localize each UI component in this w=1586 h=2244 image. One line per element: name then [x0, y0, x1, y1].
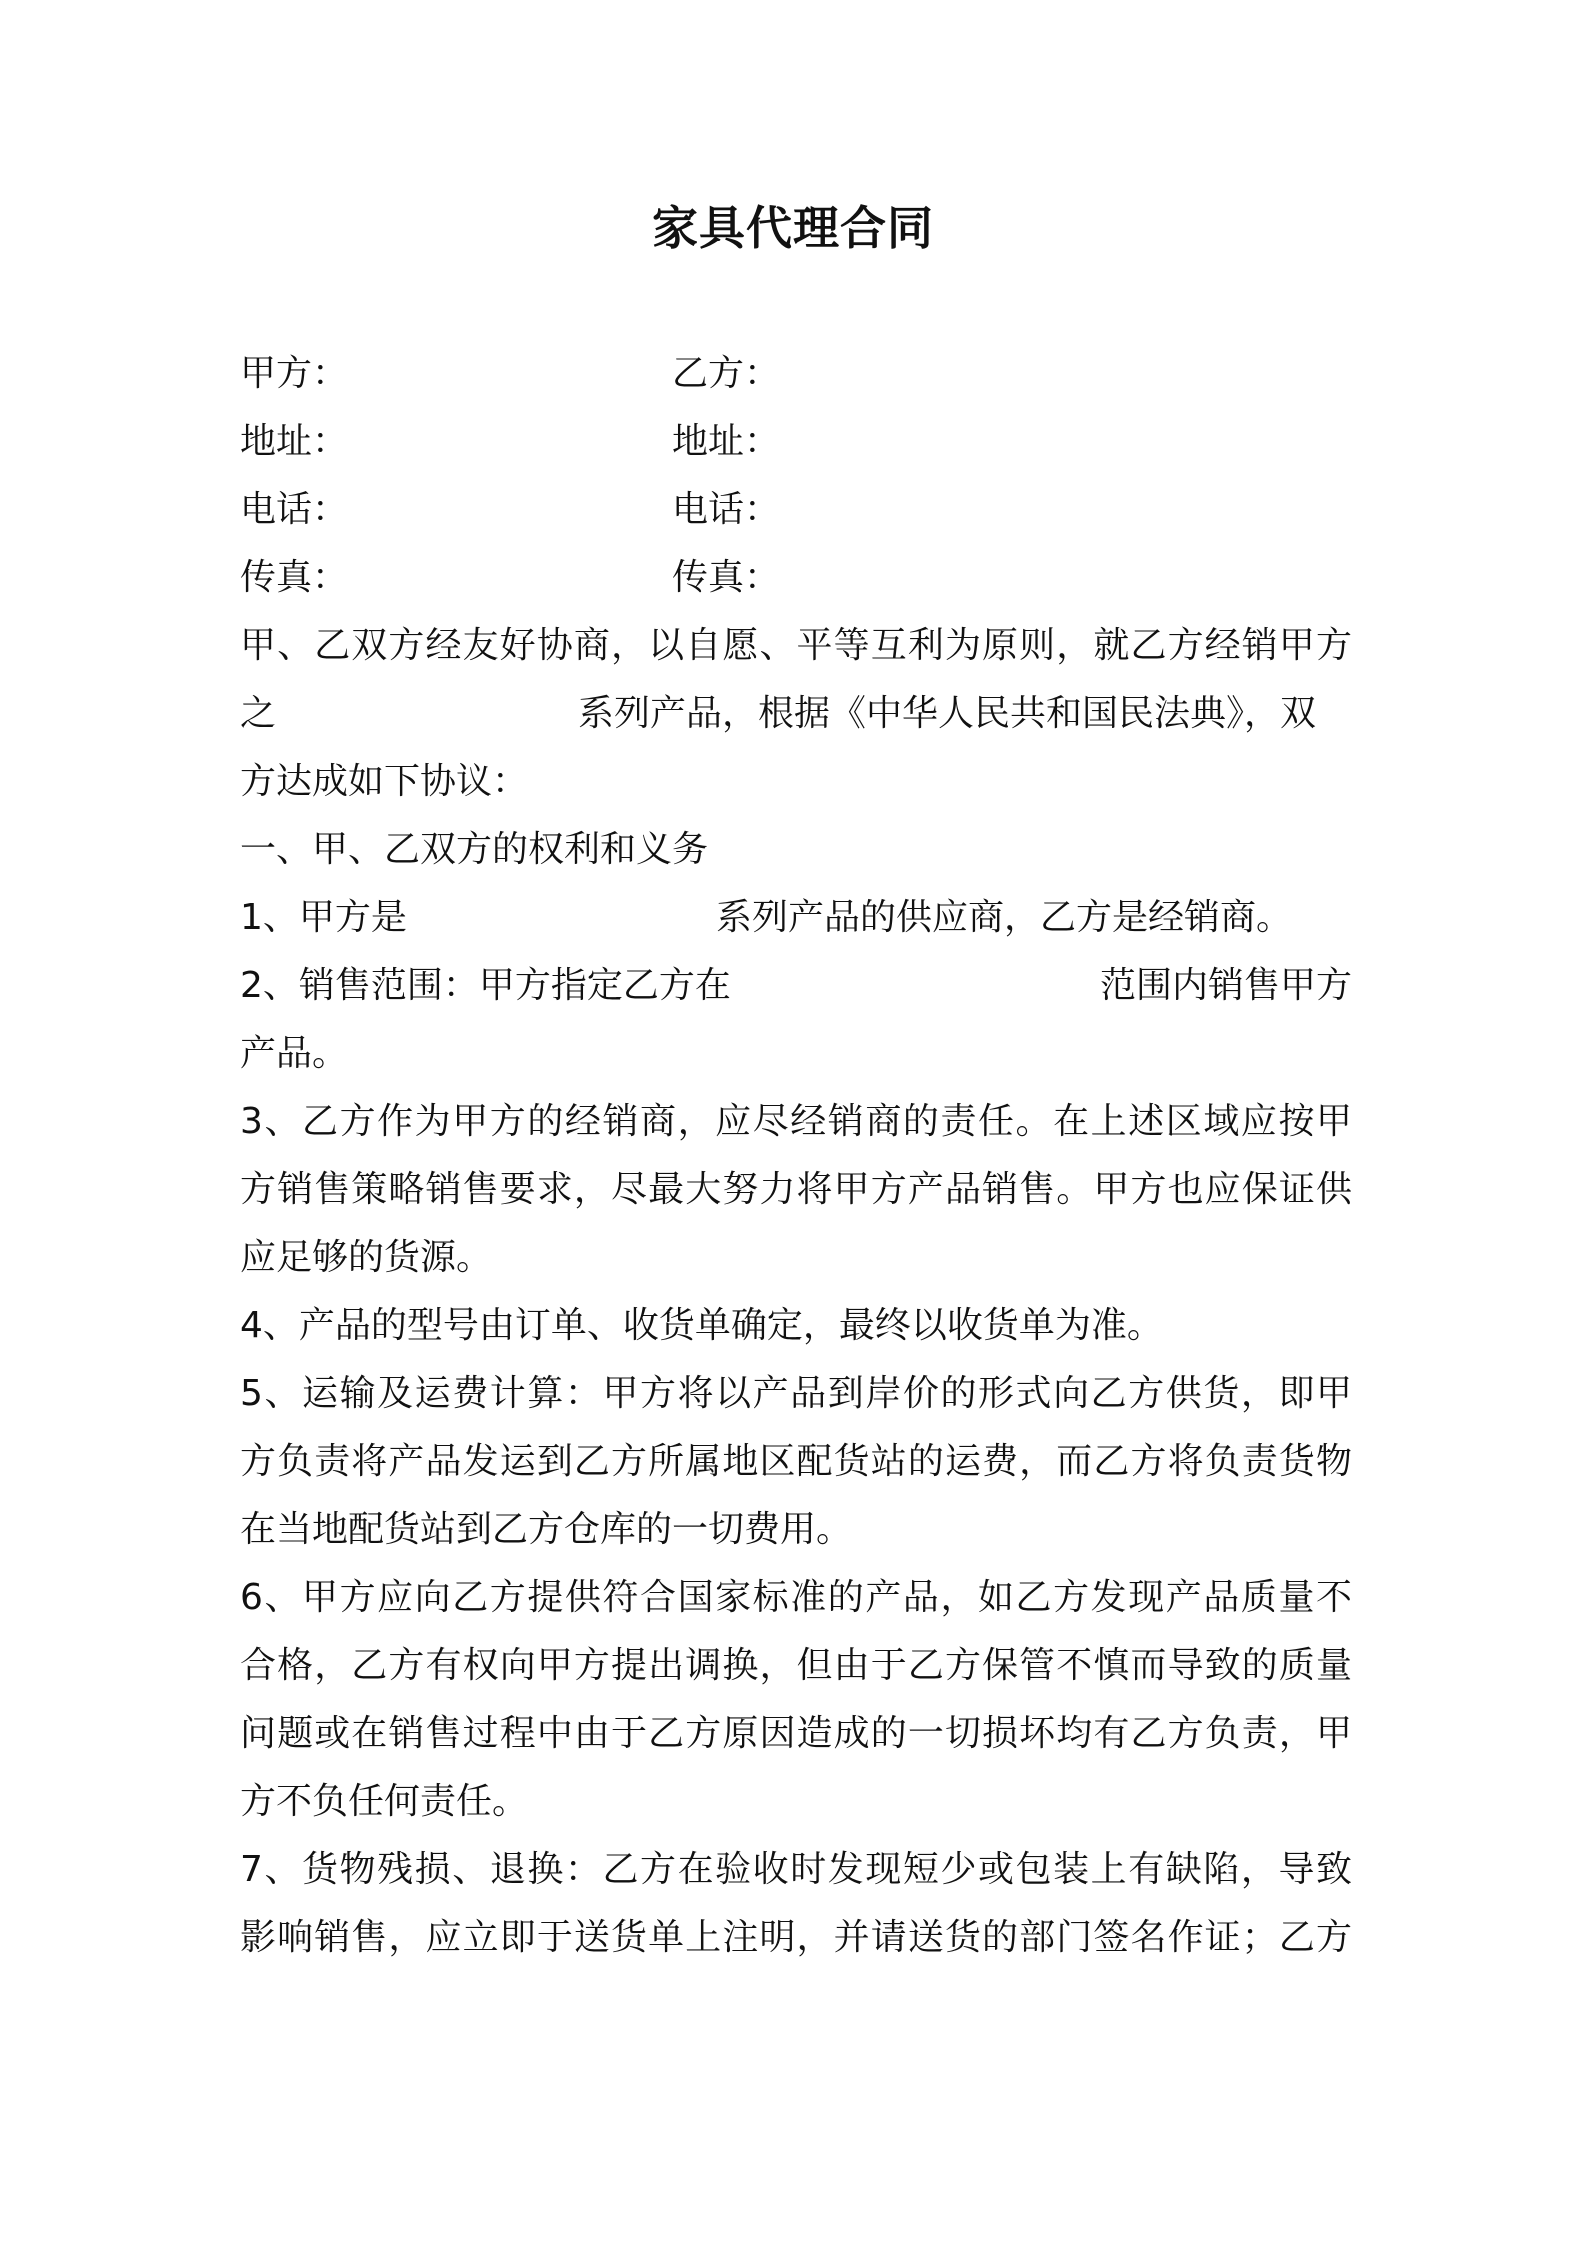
clause-2-start: 2、销售范围：甲方指定乙方在 [240, 965, 731, 1006]
clause-5-line-3: 在当地配货站到乙方仓库的一切费用。 [240, 1509, 853, 1550]
clause-5-line-1: 5、运输及运费计算：甲方将以产品到岸价的形式向乙方供货，即甲 [240, 1373, 1352, 1414]
intro-line-3: 方达成如下协议： [240, 761, 529, 802]
clause-6-line-3: 问题或在销售过程中由于乙方原因造成的一切损坏均有乙方负责，甲 [240, 1713, 1352, 1754]
party-b-name-label: 乙方： [672, 353, 781, 394]
clause-3-line-1: 3、乙方作为甲方的经销商，应尽经销商的责任。在上述区域应按甲 [240, 1101, 1352, 1142]
intro-line-2 [240, 688, 1352, 740]
intro-line-2-end: 系列产品，根据《中华人民共和国民法典》，双 [578, 693, 1317, 734]
section-1-heading: 一、甲、乙双方的权利和义务 [240, 829, 709, 870]
clause-3-line-3: 应足够的货源。 [240, 1237, 493, 1278]
party-row-phone [240, 484, 1360, 536]
party-a-address-label: 地址： [240, 421, 349, 462]
party-a-fax-label: 传真： [240, 557, 349, 598]
party-row-name [240, 348, 1360, 400]
clause-4: 4、产品的型号由订单、收货单确定，最终以收货单为准。 [240, 1305, 1163, 1346]
party-row-address [240, 416, 1360, 468]
clause-2-line-2: 产品。 [240, 1033, 349, 1074]
clause-2-end: 范围内销售甲方 [1099, 965, 1352, 1006]
clause-6-line-4: 方不负任何责任。 [240, 1781, 529, 1822]
clause-6-line-2: 合格，乙方有权向甲方提出调换，但由于乙方保管不慎而导致的质量 [240, 1645, 1352, 1686]
party-a-name-label: 甲方： [240, 353, 349, 394]
party-b-fax-label: 传真： [672, 557, 781, 598]
party-b-address-label: 地址： [672, 421, 781, 462]
document-title: 家具代理合同 [652, 201, 934, 255]
party-b-phone-label: 电话： [672, 489, 781, 530]
intro-line-1: 甲、乙双方经友好协商，以自愿、平等互利为原则，就乙方经销甲方 [240, 625, 1352, 666]
clause-2-line-1 [240, 960, 1352, 1012]
clause-1-end: 系列产品的供应商，乙方是经销商。 [716, 897, 1293, 938]
clause-1-start: 1、甲方是 [240, 897, 407, 938]
clause-1 [240, 892, 1352, 944]
clause-7-line-1: 7、货物残损、退换：乙方在验收时发现短少或包装上有缺陷，导致 [240, 1849, 1352, 1890]
party-row-fax [240, 552, 1360, 604]
clause-3-line-2: 方销售策略销售要求，尽最大努力将甲方产品销售。甲方也应保证供 [240, 1169, 1352, 1210]
clause-6-line-1: 6、甲方应向乙方提供符合国家标准的产品，如乙方发现产品质量不 [240, 1577, 1352, 1618]
party-a-phone-label: 电话： [240, 489, 349, 530]
clause-5-line-2: 方负责将产品发运到乙方所属地区配货站的运费，而乙方将负责货物 [240, 1441, 1352, 1482]
intro-line-2-start: 之 [240, 693, 277, 734]
clause-7-line-2: 影响销售，应立即于送货单上注明，并请送货的部门签名作证；乙方 [240, 1917, 1352, 1958]
